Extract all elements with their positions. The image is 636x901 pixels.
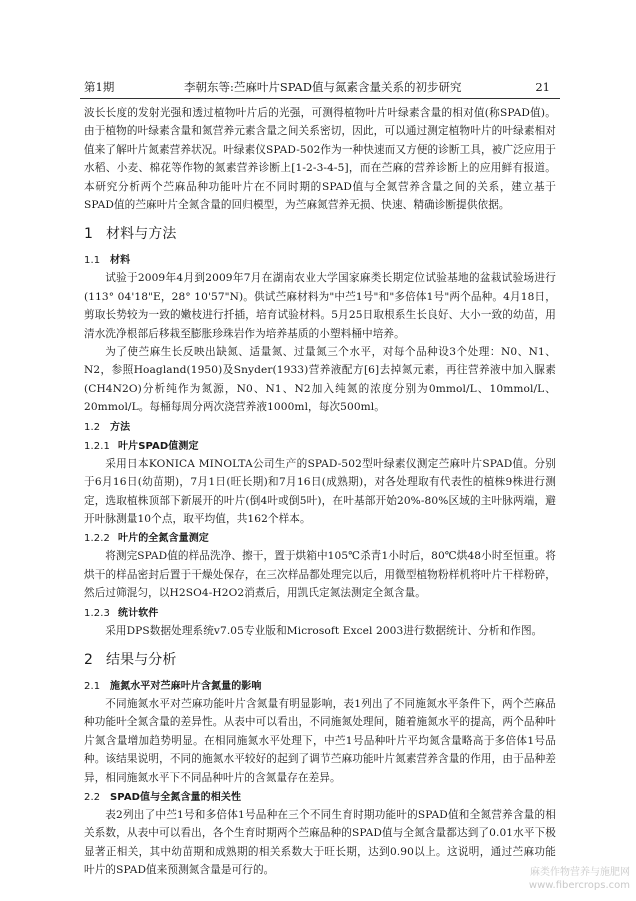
materials-paragraph-1: 试验于2009年4月到2009年7月在湖南农业大学国家麻类长期定位试验基地的盆栽试验场进行(113° 04'18"E，28° 10'57"N)。供试苎麻材料为"中苎1号"和"多倍体1号"两个品种。4月18日，剪取长势较为一致的嫩枝进行扦插，培育试验材料。5月25日取根系生长良好、大小一致的幼苗，用清水洗净根部后移栽至膨胀珍珠岩作为培养基质的小塑料桶中培养。 [84,272,556,340]
section-1-2-heading [84,419,556,436]
section-1-2-number: 1.2 [84,421,101,433]
section-2-2-number: 2.2 [84,791,101,803]
section-1-number: 1 [84,226,94,243]
section-1-2-2-title: 叶片的全氮含量测定 [118,533,209,545]
section-1-title: 材料与方法 [106,226,177,243]
intro-paragraph: 波长长度的发射光强和透过植物叶片后的光强，可测得植物叶片叶绿素含量的相对值(称SPAD值)。由于植物的叶绿素含量和氮营养元素含量之间关系密切，因此，可以通过测定植物叶片的叶绿素相对值来了解叶片氮素营养状况。叶绿素仪SPAD-502作为一种快速而又方便的诊断工具，被广泛应用于水稻、小麦、棉花等作物的氮素营养诊断上[1-2-3-4-5]，而在苎麻的营养诊断上的应用鲜有报道。本研究分析两个苎麻品种功能叶片在不同时期的SPAD值与全氮营养含量之间的关系，建立基于SPAD值的苎麻叶片全氮含量的回归模型，为苎麻氮营养无损、快速、精确诊断提供依据。 [84,107,556,212]
page-number: 21 [535,80,550,94]
software-paragraph: 采用DPS数据处理系统v7.05专业版和Microsoft Excel 2003进行数据统计、分析和作图。 [105,624,543,637]
section-1-1-number: 1.1 [84,255,101,267]
section-1-2-2-heading [84,530,556,547]
section-1-2-3-heading [84,605,556,622]
spad-method-paragraph: 采用日本KONICA MINOLTA公司生产的SPAD-502型叶绿素仪测定苎麻叶片SPAD值。分别于6月16日(幼苗期)，7月1日(旺长期)和7月16日(成熟期)，对各处理取有代表性的植株9株进行测定，选取植株顶部下新展开的叶片(倒4叶或倒5叶)，在叶基部开始20%-80%区域的主叶脉两端，避开叶脉测量10个点，取平均值，共162个样本。 [84,457,556,525]
section-1-2-1-heading [84,438,556,455]
section-2-2-heading [84,789,556,806]
section-2-1-title: 施氮水平对苎麻叶片含氮量的影响 [110,680,262,692]
materials-paragraph-2: 为了使苎麻生长反映出缺氮、适量氮、过量氮三个水平，对每个品种设3个处理：N0、N1、N2，参照Hoagland(1950)及Snyder(1933)营养液配方[6]去掉氮元素，再往营养液中加入脲素(CH4N2O)分析纯作为氮源，N0、N1、N2加入纯氮的浓度分别为0mmol/L、10mmol/L、20mmol/L。每桶每周分两次浇营养液1000ml，每次500ml。 [84,346,556,414]
section-2-1-number: 2.1 [84,680,101,692]
section-2-number: 2 [84,651,94,668]
running-header [80,78,560,96]
section-2-1-heading [84,678,556,695]
section-1-heading [84,224,556,244]
article-body [84,104,556,880]
site-watermark [529,866,630,892]
results-paragraph-2: 表2列出了中苎1号和多倍体1号品种在三个不同生育时期功能叶的SPAD值和全氮营养含量的相关系数，从表中可以看出，各个生育时期两个苎麻品种的SPAD值与全氮含量都达到了0.01水平下极显著正相关，其中幼苗期和成熟期的相关系数大于旺长期，达到0.90以上。这说明，通过苎麻功能叶片的SPAD值来预测氮含量是可行的。 [84,808,556,877]
section-1-2-3-number: 1.2.3 [84,607,110,619]
watermark-url: www.fibercrops.com [528,880,630,891]
running-title: 李朝东等:苎麻叶片SPAD值与氮素含量关系的初步研究 [184,80,462,94]
issue-number: 第1期 [84,80,115,94]
section-1-1-heading [84,252,556,269]
header-divider [80,98,560,99]
section-1-2-1-number: 1.2.1 [84,440,110,452]
section-2-heading [84,650,556,670]
section-2-title: 结果与分析 [106,651,177,668]
section-2-2-title: SPAD值与全氮含量的相关性 [110,791,242,803]
nitrogen-method-paragraph: 将测完SPAD值的样品洗净、擦干，置于烘箱中105℃杀青1小时后，80℃烘48小时至恒重。将烘干的样品密封后置于干燥处保存，在三次样品都处理完以后，用微型植物粉样机将叶片干样粉碎，然后过筛混匀，以H2SO4-H2O2消煮后，用凯氏定氮法测定全氮含量。 [84,550,556,600]
watermark-site-name: 麻类作物营养与施肥网 [530,867,630,878]
results-paragraph-1: 不同施氮水平对苎麻功能叶片含氮量有明显影响，表1列出了不同施氮水平条件下，两个苎麻品种功能叶全氮含量的差异性。从表中可以看出，不同施氮处理间，随着施氮水平的提高，两个品种叶片氮含量增加趋势明显。在相同施氮水平处理下，中苎1号品种叶片平均氮含量略高于多倍体1号品种。该结果说明，不同的施氮水平较好的起到了调节苎麻功能叶片氮素营养含量的作用，由于品种差异，相同施氮水平下不同品种叶片的含氮量存在差异。 [84,697,556,784]
section-1-1-title: 材料 [110,255,131,267]
section-1-2-2-number: 1.2.2 [84,533,110,545]
section-1-2-1-title: 叶片SPAD值测定 [118,440,199,452]
section-1-2-3-title: 统计软件 [118,607,159,619]
section-1-2-title: 方法 [110,421,131,433]
